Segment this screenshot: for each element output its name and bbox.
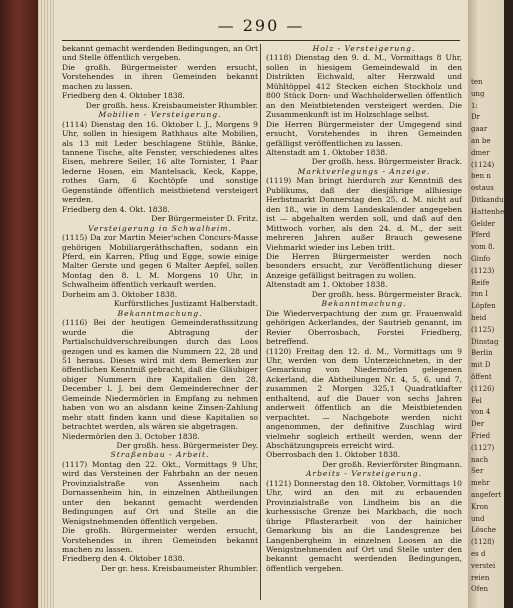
next-page-fragment: mit D <box>471 361 491 370</box>
next-page-fragment: nach <box>471 455 489 464</box>
next-page-fragment: 1: <box>471 101 478 110</box>
notice-heading: Marktverlegungs - Anzeige. <box>297 166 431 176</box>
next-page-fragment: Ser <box>471 467 484 476</box>
page-number: — 290 — <box>217 16 305 35</box>
notice-heading: Arbeits - Versteigerung. <box>305 469 423 479</box>
notice-paragraph: (1120) Freitag den 12. d. M., Vormittags um 9 Uhr, werden von dem Unterzeichneten, in der Gemarkung von Niedermörlen gelegenen Ackerland, die Abtheilungen Nr. 4, 5, 6, und 7, zusammen 2 Morgen 325,1 Quadratklafter enthaltend, auf die Dauer von sechs Jahren anderweit öffentlich an die Meistbietenden verpachtet. — Nachgebote werden nicht angenommen, der definitive Zuschlag wird vielmehr sogleich ertheilt werden, wenn der Abschätzungspreis erreicht wird. <box>266 346 462 451</box>
next-page-fragment: Ginfo <box>471 255 491 263</box>
column-divider <box>260 44 261 600</box>
next-page-fragment: (1128) <box>471 538 495 547</box>
notice-paragraph: Die großh. Bürgermeister werden ersucht, Vorstehendes in ihren Gemeinden bekannt machen zu lassen. <box>62 62 258 91</box>
notice-paragraph: (1117) Montag den 22. Okt., Vormittags 9 Uhr, wird das Versteinen der Fahrbahn an der neuen Provinzialstraße von Assenheim nach Dornassenheim hin, in einzelnen Abtheilungen unter den bekannt gemacht werdenden Bedingungen auf Ort und Stelle an die Wenigstnehmenden öffentlich vergeben. <box>62 459 258 526</box>
next-page-fragment: mehr <box>471 479 490 488</box>
notice-heading: Straßenbau - Arbeit. <box>110 450 210 460</box>
notice-signature: Kurfürstliches Justizamt Halberstadt. <box>114 299 258 309</box>
header-rule <box>62 40 460 41</box>
next-page-fragment: Fel <box>471 396 482 405</box>
next-page-fragment: Der <box>471 420 485 429</box>
next-page-fragment: ostaus <box>471 184 494 193</box>
right-column <box>266 44 462 573</box>
notice-heading: Mobilien - Versteigerung. <box>98 110 222 120</box>
notice-signature: Der großh. Revierförster Bingmann. <box>322 459 462 469</box>
book-binding <box>0 0 38 608</box>
notice-signature: Der großh. hess. Bürgermeister Dey. <box>116 441 258 451</box>
notice-signature: Der großh. hess. Bürgermeister Brack. <box>311 157 462 167</box>
notice-signature: Der großh. hess. Bürgermeister Brack. <box>311 289 462 299</box>
next-page-fragment: Lösche <box>471 526 497 535</box>
next-page-fragment: Fried <box>471 432 491 440</box>
next-page-fragment: Löpfen <box>471 302 496 311</box>
notice-date: Altenstadt am 1. Oktober 1838. <box>266 280 388 290</box>
notice-heading: Versteigerung in Schwalheim. <box>88 223 232 233</box>
notice-paragraph: (1118) Dienstag den 9. d. M., Vormittags 8 Uhr, sollen in hiesigem Gemeindewald in den Distrikten Eichwald, alter Herzwald und Mühltöppel 412 Stecken eichen Stockholz und 800 Stück Dorn- und Wachholderwellen öffentlich an den Meistbietenden versteigert werden. Die Zusammenkunft ist im Holzschlage selbst. <box>266 53 462 120</box>
notice-paragraph: (1121) Donnerstag den 18. Oktober, Vormittags 10 Uhr, wird an den mit zu erbauenden Provinzialstraße von Lindheim bis an die kurhessische Grenze bei Markbach, die noch übrige Pflasterarbeit von der hainicher Gemarkung bis an die Landesgrenze bei Langenbergheim in einzelnen Loosen an die Wenigstnehmenden auf Ort und Stelle unter den bekannt gemacht werdenden Bedingungen, öffentlich vergeben. <box>266 478 462 573</box>
notice-signature: Der großh. hess. Kreisbaumeister Rhumbler. <box>85 100 258 110</box>
notice-heading: Holz - Versteigerung. <box>312 44 416 53</box>
next-page-fragment: gaar <box>471 125 488 134</box>
next-page-fragment: Pferd <box>471 231 491 240</box>
next-page-fragment: verstei <box>471 561 496 570</box>
next-page-fragment: öffent <box>471 373 492 381</box>
next-page-fragment: Hattenheim <box>471 207 513 216</box>
notice-date: Niedermörlen den 3. October 1838. <box>62 431 200 441</box>
notice-paragraph: Die Wiederverpachtung der zum gr. Frauenwald gehörigen Ackerlandes, der Sautrieb genannt, im Revier Oberrosbach, Forstei Friedberg, betreffend. <box>266 308 462 347</box>
next-page-fragment: Dinstag <box>471 337 499 346</box>
next-page-fragment: ron I <box>471 290 489 299</box>
notice-heading: Bekanntmachung. <box>117 308 203 318</box>
notice-paragraph: (1115) Da zur Martin Meier'schen Concurs-Masse gehörigen Mobiliargeräthschaften, sodann ein Pferd, ein Karren, Pflug und Egge, sowie einige Malter Gerste und gegen 6 Malter Aepfel, sollen Montag den 8. l. M. Morgens 10 Uhr, in Schwalheim öffentlich verkauft werden. <box>62 233 258 290</box>
next-page-fragment: reien <box>471 573 490 582</box>
page-stack-edge <box>38 0 54 608</box>
notice-signature: Der Bürgermeister D. Fritz. <box>151 214 258 224</box>
notice-date: Friedberg den 4. Okt. 1838. <box>62 204 170 214</box>
next-page-fragment: Kron <box>471 502 489 511</box>
notice-paragraph: bekannt gemacht werdenden Bedingungen, an Ort und Stelle öffentlich vergeben. <box>62 44 258 63</box>
next-page-fragment: es d <box>471 550 486 558</box>
notice-date: Dorheim am 3. Oktober 1838. <box>62 289 178 299</box>
notice-paragraph: Die großh. Bürgermeister werden ersucht, Vorstehendes in ihren Gemeinden bekannt machen zu lassen. <box>62 526 258 555</box>
notice-signature: Der gr. hess. Kreisbaumeister Rhumbler. <box>101 563 258 573</box>
book-page <box>54 0 468 608</box>
notice-paragraph: (1116) Bei der heutigen Gemeinderathssitzung wurde die Abtragung der Partialschuldverschreibungen durch das Loos gezogen und es kamen die Nummern 22, 28 und 51 heraus. Dieses wird mit dem Bemerken zur öffentlichen Kenntniß gebracht, daß die Gläubiger obiger Nummern ihre Kapitalien den 28. December l. J. bei dem Gemeinderechner der Gemeinde Niedermörlen in Empfang zu nehmen haben von wo an alsdann keine Zinsen-Zahlung mehr statt finden kann und diese Kapitalien so betrachtet werden, als wären sie abgetragen. <box>62 318 258 432</box>
notice-paragraph: Die Herren Bürgermeister der Umgegend sind ersucht, Vorstehendes in ihren Gemeinden gefälligst veröffentlichen zu lassen. <box>266 119 462 148</box>
notice-date: Friedberg den 4. Oktober 1838. <box>62 91 185 101</box>
notice-date: Friedberg den 4. Oktober 1838. <box>62 554 185 564</box>
next-page-fragment: (1124) <box>471 160 495 169</box>
next-page-fragment: (1125) <box>471 325 495 334</box>
next-page-fragment: Ofen <box>471 585 488 594</box>
notice-heading: Bekanntmachung. <box>321 299 407 309</box>
next-page-fragment: und <box>471 514 485 523</box>
next-page-fragment: dmer <box>471 148 490 157</box>
next-page-edge <box>468 0 513 608</box>
next-page-fragment: Ditkandun <box>471 196 509 204</box>
next-page-fragment: (1127) <box>471 443 495 452</box>
next-page-fragment: angefert <box>471 491 502 499</box>
next-page-fragment: Reife <box>471 278 490 287</box>
next-page-fragment: (1126) <box>471 384 495 393</box>
notice-paragraph: (1119) Man bringt hierdurch zur Kenntniß des Publikums, daß der diesjährige allhiesige Herbstmarkt Donnerstag den 25. d. M. nicht auf den 18., wie in dem Landeskalender angegeben ist — abgehalten werden soll, und daß auf den Mittwoch vorher, als den 24. d. M., der seit mehreren Jahren außer Brauch gewesene Viehmarkt wieder ins Leben tritt. <box>266 176 462 252</box>
notice-date: Altenstadt am 1. Oktober 1838. <box>266 147 388 157</box>
next-page-fragment: ben n <box>471 172 491 181</box>
next-page-fragment: von 4 <box>471 408 491 417</box>
next-page-fragment: ten <box>471 78 483 86</box>
next-page-fragment: heid <box>471 314 487 322</box>
next-page-fragment: Dr <box>471 113 480 122</box>
notice-paragraph: (1114) Dienstag den 16. Oktober l. J., Morgens 9 Uhr, sollen in hiesigem Rathhaus alte Mobilien, als 13 mit Leder beschlagene Stühle, Bänke, tannene Tische, alte Fenster, verschiedenes altes Eisen, mehrere Seiler, 16 alte Tornister, 1 Paar lederne Hosen, ein Mantelsack, Keck, Kappe, rothes Garn, 6 Kochtöpfe und sonstige Gegenstände öffentlich meistbietend versteigert werden. <box>62 119 258 205</box>
next-page-fragment: vom 8. <box>471 243 495 252</box>
notice-date: Oberrosbach den 1. Oktober 1838. <box>266 450 401 460</box>
next-page-fragment: (1123) <box>471 266 495 275</box>
next-page-fragment: Berlin <box>471 349 493 358</box>
next-page-fragment: ung <box>471 89 485 98</box>
next-page-fragment: an be <box>471 137 491 145</box>
notice-paragraph: Die Herren Bürgermeister werden noch besonders ersucht, zur Veröffentlichung dieser Anzeige gefälligst beitragen zu wollen. <box>266 251 462 280</box>
left-column <box>62 44 258 573</box>
next-page-fragment: Gelder <box>471 219 495 228</box>
